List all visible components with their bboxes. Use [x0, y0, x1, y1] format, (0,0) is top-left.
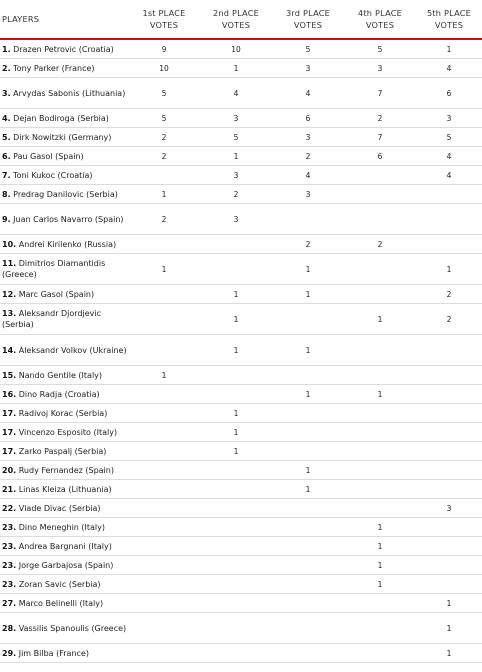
votes-1st-place: 1: [128, 185, 200, 204]
player-rank: 3.: [2, 88, 11, 98]
player-name: Vlade Divac (Serbia): [18, 503, 101, 513]
votes-5th-place: 1: [416, 594, 482, 613]
votes-4th-place: 2: [344, 109, 416, 128]
player-cell: [0, 78, 128, 109]
player-name: Vincenzo Esposito (Italy): [18, 427, 118, 437]
votes-5th-place: [416, 235, 482, 254]
votes-2nd-place: 1: [200, 423, 272, 442]
player-cell: [0, 575, 128, 594]
votes-3rd-place: 4: [272, 166, 344, 185]
votes-2nd-place: [200, 556, 272, 575]
player-name: Jorge Garbajosa (Spain): [18, 560, 114, 570]
player-cell: [0, 366, 128, 385]
player-rank: 16.: [2, 389, 17, 399]
player-name: Andrea Bargnani (Italy): [18, 541, 112, 551]
votes-4th-place: [344, 204, 416, 235]
votes-4th-place: [344, 644, 416, 663]
table-row: [0, 644, 482, 663]
player-name: Dejan Bodiroga (Serbia): [13, 113, 109, 123]
votes-4th-place: [344, 335, 416, 366]
player-name: Radivoj Korac (Serbia): [18, 408, 108, 418]
table-row: [0, 166, 482, 185]
table-row: [0, 204, 482, 235]
table-row: [0, 423, 482, 442]
table-row: [0, 518, 482, 537]
player-rank: 15.: [2, 370, 17, 380]
votes-1st-place: [128, 613, 200, 644]
player-cell: [0, 285, 128, 304]
table-row: [0, 254, 482, 285]
votes-3rd-place: 4: [272, 78, 344, 109]
votes-4th-place: [344, 404, 416, 423]
table-row: [0, 366, 482, 385]
votes-2nd-place: 5: [200, 128, 272, 147]
votes-3rd-place: [272, 204, 344, 235]
votes-4th-place: [344, 442, 416, 461]
player-name: Zoran Savic (Serbia): [18, 579, 101, 589]
votes-5th-place: 1: [416, 40, 482, 59]
votes-5th-place: 2: [416, 285, 482, 304]
player-rank: 17.: [2, 427, 17, 437]
header-players: PLAYERS: [0, 0, 128, 39]
votes-1st-place: [128, 404, 200, 423]
votes-3rd-place: 3: [272, 128, 344, 147]
player-name: Drazen Petrovic (Croatia): [13, 44, 114, 54]
votes-3rd-place: 5: [272, 40, 344, 59]
votes-2nd-place: 10: [200, 40, 272, 59]
votes-2nd-place: [200, 575, 272, 594]
player-rank: 1.: [2, 44, 11, 54]
player-name: Tony Parker (France): [13, 63, 95, 73]
table-row: [0, 594, 482, 613]
votes-1st-place: [128, 235, 200, 254]
player-rank: 14.: [2, 345, 17, 355]
votes-1st-place: [128, 304, 200, 335]
votes-4th-place: 3: [344, 59, 416, 78]
votes-4th-place: [344, 594, 416, 613]
votes-5th-place: 4: [416, 147, 482, 166]
votes-4th-place: [344, 499, 416, 518]
votes-1st-place: [128, 423, 200, 442]
votes-3rd-place: 2: [272, 147, 344, 166]
votes-3rd-place: 1: [272, 480, 344, 499]
player-name: Dino Meneghin (Italy): [18, 522, 106, 532]
votes-1st-place: 2: [128, 128, 200, 147]
header-5th-place: 5th PLACE VOTES: [416, 0, 482, 39]
votes-3rd-place: 1: [272, 385, 344, 404]
votes-5th-place: [416, 518, 482, 537]
table-row: [0, 147, 482, 166]
votes-2nd-place: 1: [200, 335, 272, 366]
votes-5th-place: [416, 366, 482, 385]
votes-3rd-place: [272, 442, 344, 461]
votes-3rd-place: 1: [272, 254, 344, 285]
player-rank: 22.: [2, 503, 17, 513]
player-cell: [0, 404, 128, 423]
votes-4th-place: 1: [344, 518, 416, 537]
player-rank: 28.: [2, 623, 17, 633]
votes-1st-place: 1: [128, 366, 200, 385]
player-name: Arvydas Sabonis (Lithuania): [13, 88, 126, 98]
player-name: Aleksandr Volkov (Ukraine): [18, 345, 127, 355]
header-3rd-place: 3rd PLACE VOTES: [272, 0, 344, 39]
player-rank: 21.: [2, 484, 17, 494]
votes-2nd-place: [200, 644, 272, 663]
player-cell: [0, 442, 128, 461]
votes-2nd-place: 1: [200, 147, 272, 166]
player-cell: [0, 128, 128, 147]
player-cell: [0, 518, 128, 537]
votes-3rd-place: [272, 594, 344, 613]
player-cell: [0, 335, 128, 366]
votes-4th-place: 2: [344, 235, 416, 254]
votes-5th-place: [416, 442, 482, 461]
votes-2nd-place: 1: [200, 442, 272, 461]
player-rank: 9.: [2, 214, 11, 224]
table-row: [0, 128, 482, 147]
player-rank: 13.: [2, 309, 17, 318]
votes-5th-place: 6: [416, 78, 482, 109]
votes-3rd-place: 6: [272, 109, 344, 128]
player-name: Aleksandr Djordjevic (Serbia): [2, 309, 102, 329]
votes-1st-place: [128, 480, 200, 499]
player-rank: 23.: [2, 541, 17, 551]
player-cell: [0, 480, 128, 499]
table-body: [0, 40, 482, 663]
votes-1st-place: [128, 335, 200, 366]
votes-2nd-place: 2: [200, 185, 272, 204]
table-row: [0, 385, 482, 404]
votes-2nd-place: 4: [200, 78, 272, 109]
table-row: [0, 285, 482, 304]
player-name: Andrei Kirilenko (Russia): [18, 239, 117, 249]
votes-2nd-place: 1: [200, 404, 272, 423]
table-row: [0, 335, 482, 366]
player-cell: [0, 166, 128, 185]
player-rank: 23.: [2, 560, 17, 570]
votes-2nd-place: [200, 366, 272, 385]
votes-5th-place: [416, 556, 482, 575]
player-name: Dino Radja (Croatia): [18, 389, 100, 399]
votes-3rd-place: [272, 556, 344, 575]
player-name: Dirk Nowitzki (Germany): [13, 132, 112, 142]
votes-1st-place: [128, 461, 200, 480]
votes-4th-place: [344, 461, 416, 480]
votes-1st-place: [128, 442, 200, 461]
player-rank: 23.: [2, 522, 17, 532]
votes-3rd-place: [272, 518, 344, 537]
votes-2nd-place: [200, 499, 272, 518]
votes-1st-place: [128, 594, 200, 613]
player-cell: [0, 109, 128, 128]
table-row: [0, 235, 482, 254]
player-name: Nando Gentile (Italy): [18, 370, 103, 380]
player-name: Marc Gasol (Spain): [18, 289, 95, 299]
votes-1st-place: 5: [128, 78, 200, 109]
votes-3rd-place: [272, 423, 344, 442]
table-row: [0, 185, 482, 204]
votes-5th-place: [416, 423, 482, 442]
player-rank: 17.: [2, 408, 17, 418]
votes-3rd-place: 2: [272, 235, 344, 254]
player-cell: [0, 556, 128, 575]
votes-2nd-place: [200, 518, 272, 537]
votes-4th-place: 5: [344, 40, 416, 59]
player-name: Jim Bilba (France): [18, 648, 89, 658]
votes-5th-place: 3: [416, 499, 482, 518]
player-rank: 4.: [2, 113, 11, 123]
player-name: Linas Kleiza (Lithuania): [18, 484, 112, 494]
player-rank: 11.: [2, 259, 17, 268]
votes-4th-place: 1: [344, 537, 416, 556]
player-rank: 5.: [2, 132, 11, 142]
votes-3rd-place: [272, 613, 344, 644]
votes-1st-place: 5: [128, 109, 200, 128]
votes-1st-place: [128, 537, 200, 556]
votes-2nd-place: 3: [200, 109, 272, 128]
votes-5th-place: 4: [416, 59, 482, 78]
votes-5th-place: [416, 185, 482, 204]
table-row: [0, 40, 482, 59]
votes-4th-place: [344, 166, 416, 185]
votes-3rd-place: [272, 366, 344, 385]
votes-2nd-place: [200, 235, 272, 254]
votes-3rd-place: 1: [272, 335, 344, 366]
votes-4th-place: 7: [344, 78, 416, 109]
votes-3rd-place: [272, 304, 344, 335]
votes-3rd-place: [272, 644, 344, 663]
player-name: Zarko Paspalj (Serbia): [18, 446, 107, 456]
table-row: [0, 304, 482, 335]
player-cell: [0, 147, 128, 166]
player-cell: [0, 204, 128, 235]
votes-4th-place: [344, 285, 416, 304]
votes-4th-place: [344, 423, 416, 442]
votes-4th-place: 1: [344, 304, 416, 335]
votes-3rd-place: 1: [272, 461, 344, 480]
votes-4th-place: [344, 613, 416, 644]
votes-4th-place: 1: [344, 575, 416, 594]
player-cell: [0, 385, 128, 404]
votes-4th-place: [344, 480, 416, 499]
player-cell: [0, 185, 128, 204]
player-name: Rudy Fernandez (Spain): [18, 465, 114, 475]
votes-5th-place: 1: [416, 613, 482, 644]
table-row: [0, 59, 482, 78]
player-cell: [0, 644, 128, 663]
player-cell: [0, 40, 128, 59]
votes-2nd-place: 1: [200, 285, 272, 304]
votes-2nd-place: [200, 594, 272, 613]
player-name: Dimitrios Diamantidis (Greece): [2, 259, 106, 279]
votes-2nd-place: [200, 254, 272, 285]
player-name: Pau Gasol (Spain): [13, 151, 84, 161]
votes-2nd-place: [200, 385, 272, 404]
votes-1st-place: 2: [128, 204, 200, 235]
votes-4th-place: 6: [344, 147, 416, 166]
votes-5th-place: [416, 575, 482, 594]
table-row: [0, 480, 482, 499]
player-rank: 6.: [2, 151, 11, 161]
votes-1st-place: [128, 575, 200, 594]
table-header: [0, 0, 482, 40]
player-name: Vassilis Spanoulis (Greece): [18, 623, 127, 633]
votes-3rd-place: [272, 537, 344, 556]
votes-5th-place: [416, 385, 482, 404]
votes-3rd-place: 3: [272, 185, 344, 204]
header-1st-place: 1st PLACE VOTES: [128, 0, 200, 39]
player-cell: [0, 499, 128, 518]
votes-3rd-place: [272, 404, 344, 423]
votes-4th-place: [344, 185, 416, 204]
player-cell: [0, 594, 128, 613]
votes-1st-place: [128, 285, 200, 304]
votes-1st-place: [128, 499, 200, 518]
player-rank: 8.: [2, 189, 11, 199]
votes-5th-place: [416, 461, 482, 480]
votes-2nd-place: [200, 480, 272, 499]
player-rank: 23.: [2, 579, 17, 589]
votes-1st-place: [128, 385, 200, 404]
player-cell: [0, 613, 128, 644]
votes-5th-place: [416, 204, 482, 235]
table-row: [0, 442, 482, 461]
player-name: Predrag Danilovic (Serbia): [13, 189, 118, 199]
votes-1st-place: [128, 166, 200, 185]
votes-5th-place: 3: [416, 109, 482, 128]
player-rank: 20.: [2, 465, 17, 475]
votes-5th-place: 2: [416, 304, 482, 335]
votes-2nd-place: [200, 461, 272, 480]
votes-4th-place: 7: [344, 128, 416, 147]
player-cell: [0, 537, 128, 556]
table-row: [0, 404, 482, 423]
header-4th-place: 4th PLACE VOTES: [344, 0, 416, 39]
votes-1st-place: 1: [128, 254, 200, 285]
votes-5th-place: [416, 404, 482, 423]
player-cell: [0, 304, 128, 335]
player-rank: 10.: [2, 239, 17, 249]
player-cell: [0, 254, 128, 285]
player-rank: 12.: [2, 289, 17, 299]
player-name: Toni Kukoc (Croatia): [13, 170, 93, 180]
table-row: [0, 109, 482, 128]
player-cell: [0, 235, 128, 254]
votes-2nd-place: [200, 537, 272, 556]
votes-2nd-place: 3: [200, 166, 272, 185]
player-rank: 27.: [2, 598, 17, 608]
votes-4th-place: 1: [344, 556, 416, 575]
header-2nd-place: 2nd PLACE VOTES: [200, 0, 272, 39]
votes-2nd-place: 1: [200, 59, 272, 78]
votes-3rd-place: [272, 575, 344, 594]
votes-1st-place: [128, 644, 200, 663]
votes-4th-place: 1: [344, 385, 416, 404]
votes-5th-place: 4: [416, 166, 482, 185]
table-row: [0, 78, 482, 109]
votes-1st-place: 10: [128, 59, 200, 78]
votes-4th-place: [344, 254, 416, 285]
table-row: [0, 499, 482, 518]
table-row: [0, 613, 482, 644]
player-cell: [0, 461, 128, 480]
votes-5th-place: 1: [416, 644, 482, 663]
votes-1st-place: [128, 518, 200, 537]
player-name: Juan Carlos Navarro (Spain): [13, 214, 124, 224]
votes-2nd-place: 3: [200, 204, 272, 235]
player-cell: [0, 423, 128, 442]
player-rank: 7.: [2, 170, 11, 180]
votes-5th-place: [416, 537, 482, 556]
votes-2nd-place: 1: [200, 304, 272, 335]
table-row: [0, 461, 482, 480]
votes-5th-place: [416, 335, 482, 366]
votes-3rd-place: [272, 499, 344, 518]
table-row: [0, 537, 482, 556]
votes-1st-place: 9: [128, 40, 200, 59]
player-cell: [0, 59, 128, 78]
votes-1st-place: [128, 556, 200, 575]
player-rank: 2.: [2, 63, 11, 73]
votes-3rd-place: 3: [272, 59, 344, 78]
votes-4th-place: [344, 366, 416, 385]
votes-5th-place: 1: [416, 254, 482, 285]
votes-5th-place: 5: [416, 128, 482, 147]
votes-5th-place: [416, 480, 482, 499]
player-rank: 29.: [2, 648, 17, 658]
votes-1st-place: 2: [128, 147, 200, 166]
player-rank: 17.: [2, 446, 17, 456]
table-row: [0, 575, 482, 594]
votes-3rd-place: 1: [272, 285, 344, 304]
player-name: Marco Belinelli (Italy): [18, 598, 104, 608]
table-row: [0, 556, 482, 575]
votes-2nd-place: [200, 613, 272, 644]
